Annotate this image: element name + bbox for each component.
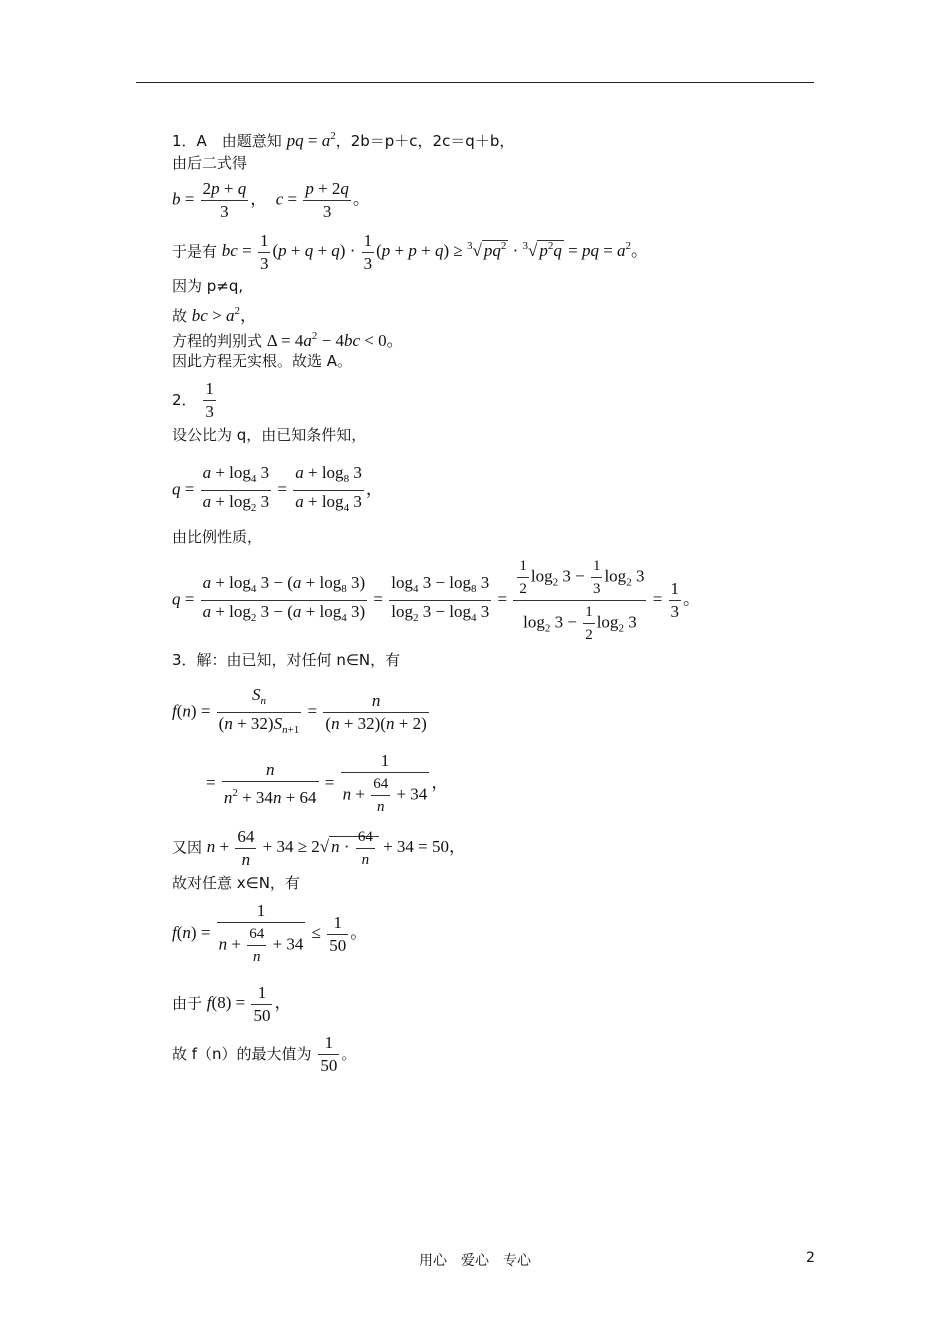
p2-head bbox=[172, 378, 218, 423]
footer-motto: 用心 爱心 专心 bbox=[419, 1253, 531, 1269]
p3-since-text: 由于 bbox=[172, 994, 203, 1013]
p1-line3 bbox=[172, 230, 648, 275]
math-fn-bound: f(n) = 1 n + $\frac{64}{n}$ + 34 ≤ $\frac{1}{50}$ 。 bbox=[172, 901, 368, 965]
p2-line2: 设公比为 q，由已知条件知， bbox=[172, 426, 367, 444]
p3-final bbox=[172, 1032, 356, 1077]
math-q-def: q = $\frac{a + \log_4 3}{a + \log_2 3}$ = $\frac{a + \log_8 3}{a + \log_4 3}$ ， bbox=[172, 463, 383, 514]
header-rule bbox=[136, 82, 814, 83]
p3-final-punct: 。 bbox=[341, 1045, 357, 1063]
p1-head-text-b: ，2b＝p＋c，2c＝q＋b， bbox=[335, 132, 515, 150]
page-number: 2 bbox=[806, 1250, 815, 1266]
p2-label: 2． bbox=[172, 391, 197, 409]
math-bc-gt: bc > $a^2$， bbox=[191, 305, 257, 325]
p1-line7: 因此方程无实根。故选 A。 bbox=[172, 352, 353, 370]
p1-line4: 因为 p≠q, bbox=[172, 277, 244, 295]
p1-line5-text: 故 bbox=[172, 307, 188, 325]
p2-line3: 由比例性质， bbox=[172, 528, 263, 546]
math-b-c: b = $\frac{2p + q}{3}$ ， c = $\frac{p + 2q}{3}$ 。 bbox=[172, 179, 370, 221]
p1-line5 bbox=[172, 301, 257, 326]
p3-therefore: 故对任意 x∈N，有 bbox=[172, 874, 300, 892]
math-f8: f(8) = $\frac{1}{50}$ ， bbox=[206, 983, 292, 1025]
math-am-gm: n + $\frac{64}{n}$ + 34 ≥ 2√ n · $\frac{64}{n}$ + 34 = 50， bbox=[206, 827, 466, 869]
p1-line6 bbox=[172, 326, 404, 351]
p1-line3-text: 于是有 bbox=[172, 242, 218, 261]
p3-since bbox=[172, 982, 291, 1027]
math-pq-a2: pq = $a^2$ bbox=[286, 130, 336, 150]
p3-head: 3．解：由已知，对任何 n∈N，有 bbox=[172, 651, 401, 669]
p1-head-text: 1．A 由题意知 bbox=[172, 132, 282, 150]
math-q-ratio: q = $\frac{a + \log_4 3 - (a + \log_8 3)}{a + \log_2 3 - (a + \log_4 3)}$ = $\frac{\log_4 3 - \log_8 3}{\log_2 3 - \log_4 3}$ = $\frac{1}{2}$ $\log_2 3$ − $\frac{1}{3}$ $\log_2 3$ $\log_2 3$ − $\frac{1}{2}$ $\log_2 3$ = $\frac{1}{3}$ 。 bbox=[172, 555, 700, 646]
math-fn-def: f(n) = $\frac{S_n}{(n + 32)S_{n+1}}$ = $\frac{n}{(n + 32)(n + 2)}$ bbox=[172, 685, 427, 736]
p3-again bbox=[172, 826, 466, 871]
p1-head bbox=[172, 126, 514, 151]
p1-line2: 由后二式得 bbox=[172, 154, 248, 172]
p1-line6-text: 方程的判别式 bbox=[172, 332, 263, 350]
math-max-value: $\frac{1}{50}$ bbox=[320, 1033, 338, 1075]
math-delta: $\Delta = 4a^2 - 4bc < 0$。 bbox=[266, 330, 404, 350]
p3-again-text: 又因 bbox=[172, 838, 203, 857]
math-bc-ineq: bc = $\frac{1}{3}$ (p + q + q) · $\frac{1}{3}$ (p + p + q) ≥ $^3$√ $pq^2 \cdot ^3√$ $p^2q$ = pq = $a^2$。 bbox=[221, 231, 649, 273]
math-fn-simplify: = $\frac{n}{n^2 + 34n + 64}$ = 1 n + $\frac{64}{n}$ + 34 ， bbox=[206, 751, 449, 815]
p3-final-text: 故 f（n）的最大值为 bbox=[172, 1045, 312, 1063]
math-answer-1-3: $\frac{1}{3}$ bbox=[205, 379, 214, 421]
